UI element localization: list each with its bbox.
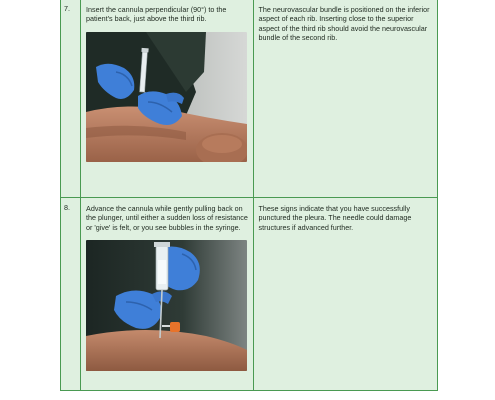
- procedure-table: [60, 0, 438, 391]
- step-instruction: Insert the cannula perpendicular (90°) to the patient's back, just above the third rib.: [86, 5, 227, 24]
- cannula-advance-photo: [86, 240, 247, 371]
- rationale-cell: [253, 198, 438, 391]
- step-cell: [81, 0, 253, 198]
- step-instruction: Advance the cannula while gently pulling back on the plunger, until either a sudden loss of resistance or 'give' is felt, or you see bubbles in the syringe.: [86, 204, 248, 232]
- rationale-cell: [253, 0, 438, 198]
- step-rationale: The neurovascular bundle is positioned on the inferior aspect of each rib. Inserting close to the superior aspect of the third rib should avoid the neurovascular bundle of the second rib.: [258, 5, 430, 43]
- step-cell: [81, 198, 253, 391]
- step-rationale: These signs indicate that you have successfully punctured the pleura. The needle could damage structures if advanced further.: [258, 204, 412, 232]
- cannula-insertion-photo: [86, 32, 247, 162]
- step-number: 8.: [61, 198, 81, 391]
- table-row: [61, 0, 438, 198]
- table-row: [61, 198, 438, 391]
- step-number: 7.: [61, 0, 81, 198]
